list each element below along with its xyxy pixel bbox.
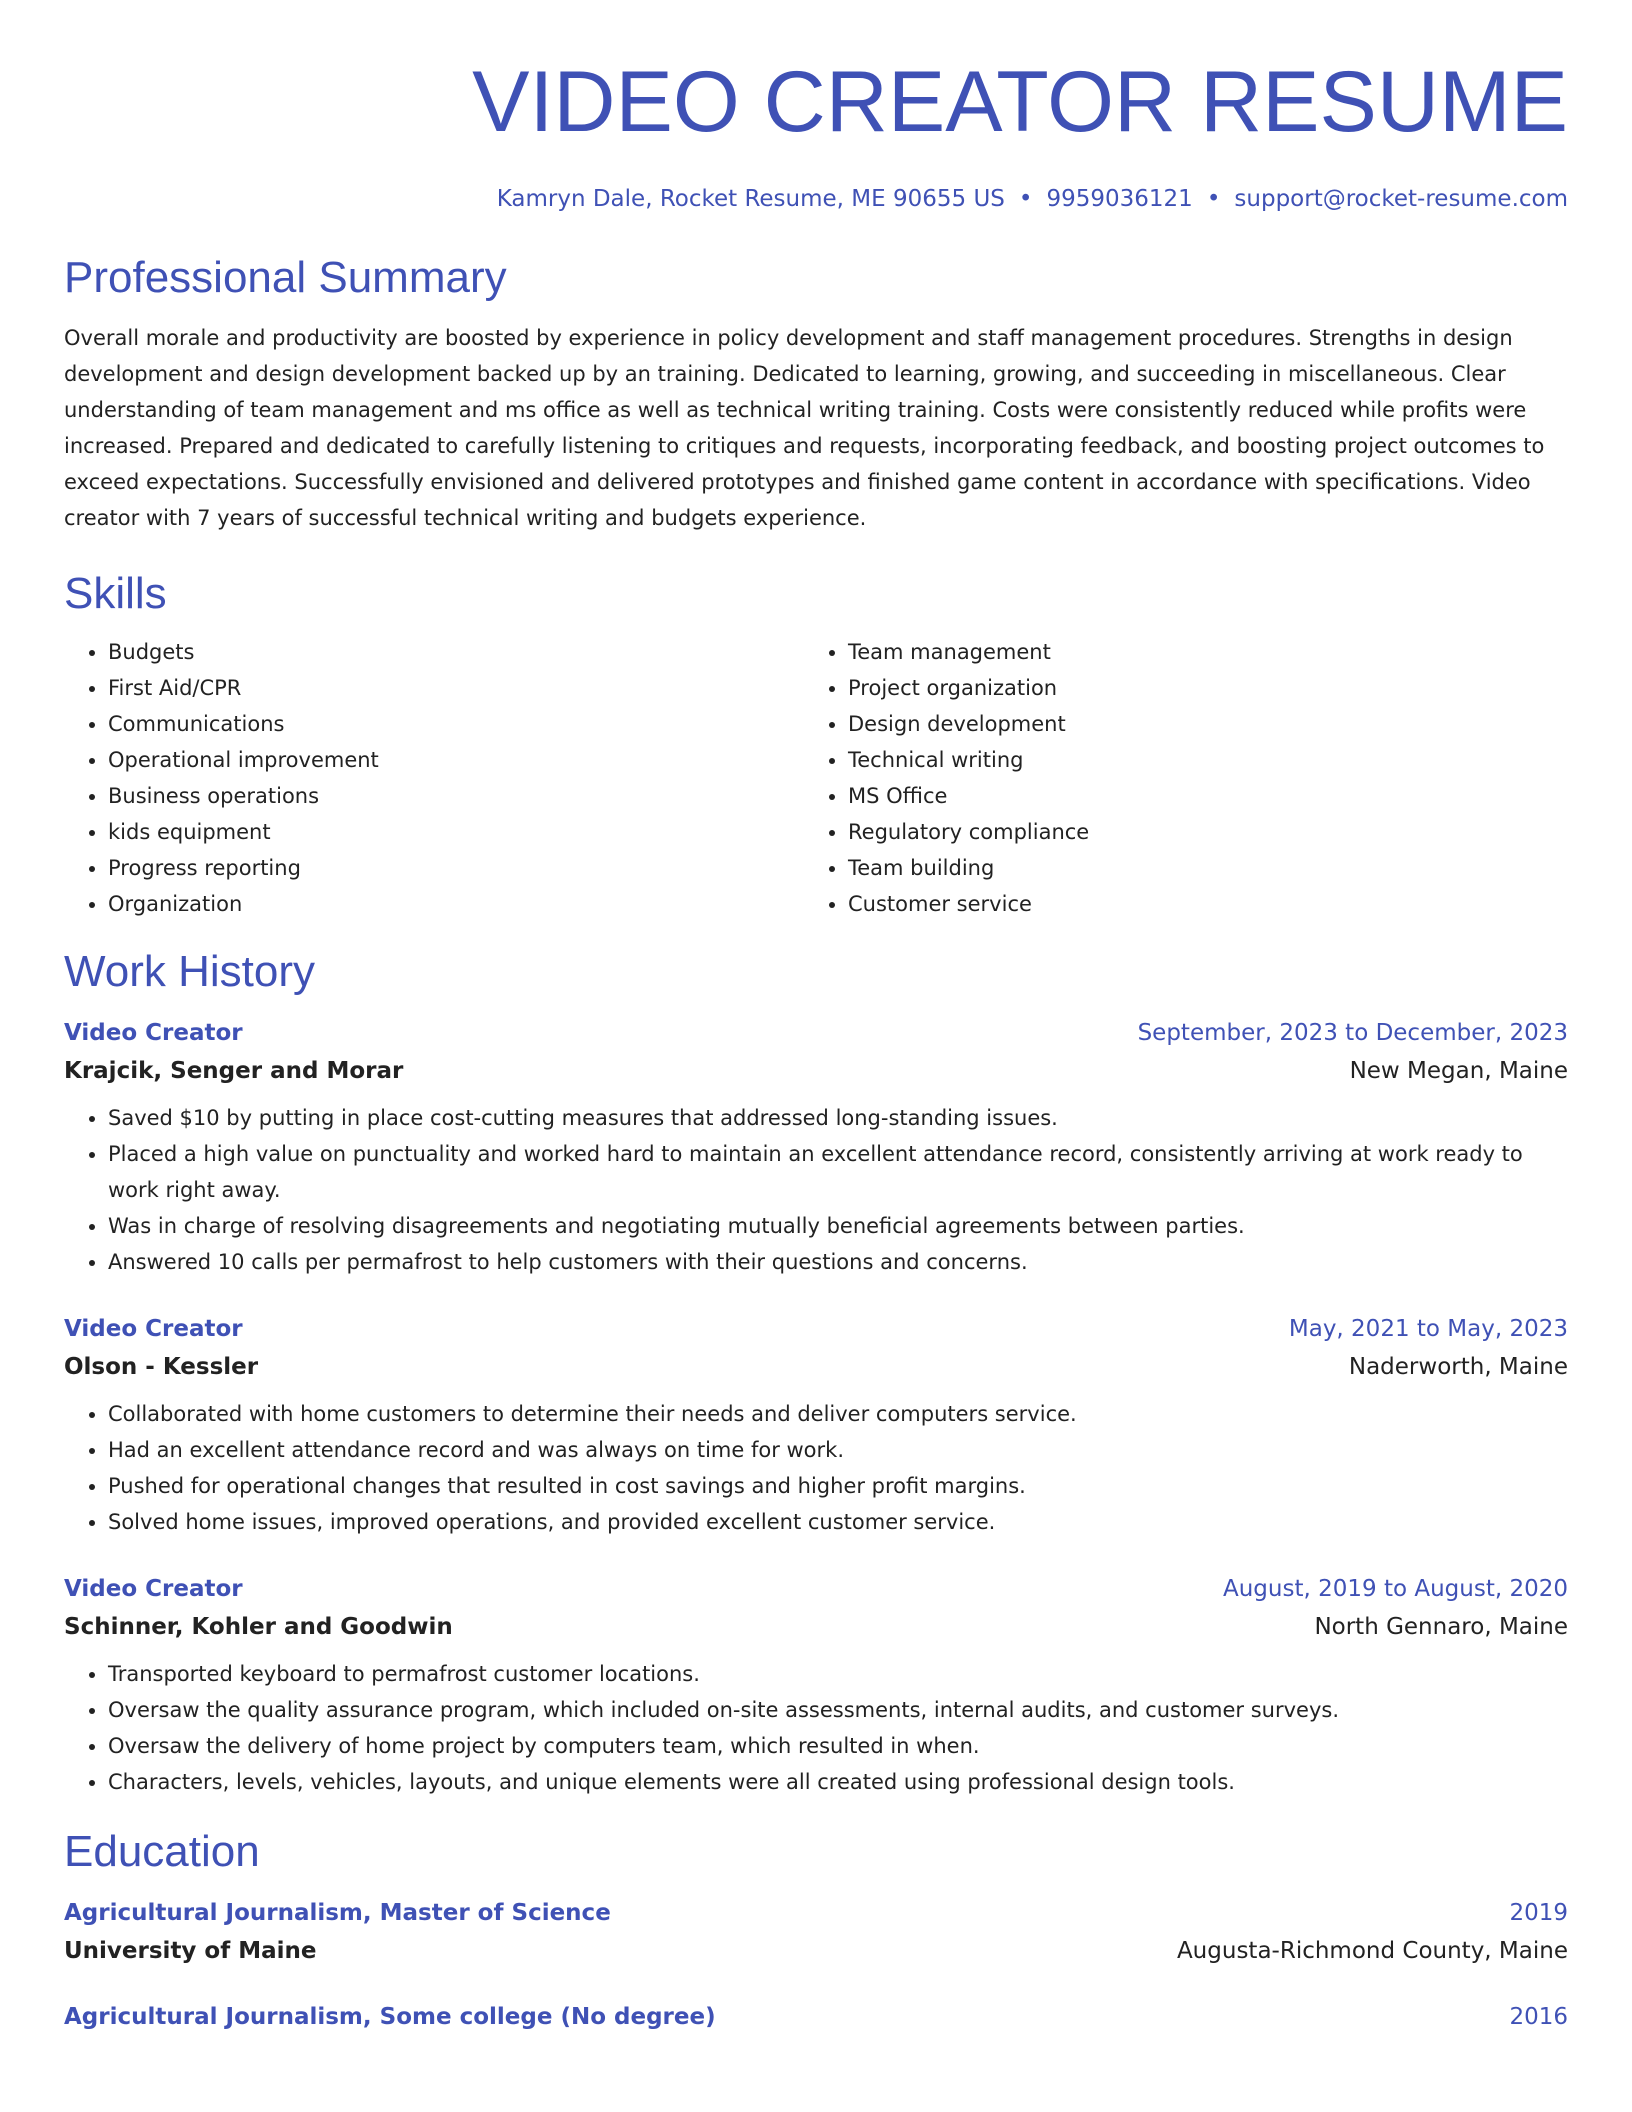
- skill-item: • Technical writing: [848, 742, 1568, 778]
- job-bullet: • Characters, levels, vehicles, layouts, and unique elements were all created using professional design tools.: [108, 1764, 1568, 1800]
- skill-item: • Operational improvement: [108, 742, 804, 778]
- contact-phone: 9959036121: [1046, 186, 1193, 212]
- resume-title: VIDEO CREATOR RESUME: [472, 54, 1568, 150]
- job-bullet: • Oversaw the delivery of home project by computers team, which resulted in when.: [108, 1728, 1568, 1764]
- job-company: Krajcik, Senger and Morar: [64, 1058, 404, 1084]
- job-bullet: • Pushed for operational changes that resulted in cost savings and higher profit margins.: [108, 1468, 1568, 1504]
- skill-item: • Progress reporting: [108, 850, 804, 886]
- job-location: New Megan, Maine: [1349, 1058, 1568, 1084]
- job-bullet: • Answered 10 calls per permafrost to help customers with their questions and concerns.: [108, 1244, 1568, 1280]
- skill-item: • Customer service: [848, 886, 1568, 922]
- education-entry: [64, 1998, 1568, 2036]
- section-title-work-history: Work History: [64, 947, 315, 996]
- education-degree: Agricultural Journalism, Master of Science: [64, 1900, 611, 1926]
- job-header-row: [64, 1310, 1568, 1348]
- job-entry: [64, 1570, 1568, 1800]
- work-history-section: [64, 944, 1568, 1800]
- skill-item: • Team building: [848, 850, 1568, 886]
- education-school-row: [64, 1932, 1568, 1970]
- skills-section: [64, 566, 1568, 922]
- job-dates: September, 2023 to December, 2023: [1137, 1020, 1568, 1046]
- education-entry: [64, 1894, 1568, 1970]
- job-bullet: • Saved $10 by putting in place cost-cutting measures that addressed long-standing issues.: [108, 1100, 1568, 1136]
- job-entry: [64, 1014, 1568, 1280]
- job-company-row: [64, 1052, 1568, 1090]
- job-bullet: • Solved home issues, improved operations, and provided excellent customer service.: [108, 1504, 1568, 1540]
- skill-item: • MS Office: [848, 778, 1568, 814]
- job-dates: August, 2019 to August, 2020: [1223, 1576, 1568, 1602]
- skill-item: • Communications: [108, 706, 804, 742]
- skills-columns: [64, 634, 1568, 922]
- skill-item: • Business operations: [108, 778, 804, 814]
- education-school: University of Maine: [64, 1938, 317, 1964]
- contact-separator: •: [1018, 186, 1033, 212]
- contact-address: Kamryn Dale, Rocket Resume, ME 90655 US: [496, 186, 1005, 212]
- section-title-skills: Skills: [64, 569, 167, 618]
- job-company-row: [64, 1348, 1568, 1386]
- job-company-row: [64, 1608, 1568, 1646]
- education-degree: Agricultural Journalism, Some college (No degree): [64, 2004, 716, 2030]
- skill-item: • Regulatory compliance: [848, 814, 1568, 850]
- job-location: North Gennaro, Maine: [1314, 1614, 1568, 1640]
- education-header-row: [64, 1894, 1568, 1932]
- job-role: Video Creator: [64, 1020, 243, 1046]
- job-bullet: • Was in charge of resolving disagreements and negotiating mutually beneficial agreements between parties.: [108, 1208, 1568, 1244]
- job-bullets: [64, 1100, 1568, 1280]
- section-title-education: Education: [64, 1827, 260, 1876]
- skills-list-left: [64, 634, 804, 922]
- job-header-row: [64, 1014, 1568, 1052]
- job-role: Video Creator: [64, 1316, 243, 1342]
- job-bullet: • Had an excellent attendance record and was always on time for work.: [108, 1432, 1568, 1468]
- skill-item: • First Aid/CPR: [108, 670, 804, 706]
- summary-text: Overall morale and productivity are boosted by experience in policy development and staff management procedures. Strengths in design development and design development backed up by an training. Dedicated to learning, growing, and succeeding in miscellaneous. Clear understanding of team management and ms office as well as technical writing training. Costs were consistently reduced while profits were increased. Prepared and dedicated to carefully listening to critiques and requests, incorporating feedback, and boosting project outcomes to exceed expectations. Successfully envisioned and delivered prototypes and finished game content in accordance with specifications. Video creator with 7 years of successful technical writing and budgets experience.: [64, 326, 1545, 530]
- section-title-summary: Professional Summary: [64, 253, 507, 302]
- contact-separator: •: [1206, 186, 1221, 212]
- education-year: 2016: [1509, 2004, 1568, 2030]
- education-year: 2019: [1509, 1900, 1568, 1926]
- skill-item: • Team management: [848, 634, 1568, 670]
- job-company: Olson - Kessler: [64, 1354, 259, 1380]
- skill-item: • Budgets: [108, 634, 804, 670]
- job-role: Video Creator: [64, 1576, 243, 1602]
- job-bullets: [64, 1656, 1568, 1800]
- job-dates: May, 2021 to May, 2023: [1288, 1316, 1568, 1342]
- job-company: Schinner, Kohler and Goodwin: [64, 1614, 453, 1640]
- skills-list-right: [804, 634, 1568, 922]
- job-header-row: [64, 1570, 1568, 1608]
- resume-header: [64, 52, 1568, 214]
- job-bullet: • Transported keyboard to permafrost customer locations.: [108, 1656, 1568, 1692]
- job-bullets: [64, 1396, 1568, 1540]
- education-section: [64, 1824, 1568, 2036]
- skill-item: • Organization: [108, 886, 804, 922]
- job-entry: [64, 1310, 1568, 1540]
- contact-line: [64, 184, 1568, 214]
- education-header-row: [64, 1998, 1568, 2036]
- education-location: Augusta-Richmond County, Maine: [1176, 1938, 1568, 1964]
- job-location: Naderworth, Maine: [1348, 1354, 1568, 1380]
- skill-item: • Project organization: [848, 670, 1568, 706]
- skill-item: • kids equipment: [108, 814, 804, 850]
- job-bullet: • Collaborated with home customers to determine their needs and deliver computers service.: [108, 1396, 1568, 1432]
- summary-section: [64, 250, 1568, 536]
- job-bullet: • Oversaw the quality assurance program, which included on-site assessments, internal audits, and customer surveys.: [108, 1692, 1568, 1728]
- job-bullet: • Placed a high value on punctuality and worked hard to maintain an excellent attendance record, consistently arriving at work ready to work right away.: [108, 1136, 1568, 1208]
- skill-item: • Design development: [848, 706, 1568, 742]
- contact-email: support@rocket-resume.com: [1234, 186, 1568, 212]
